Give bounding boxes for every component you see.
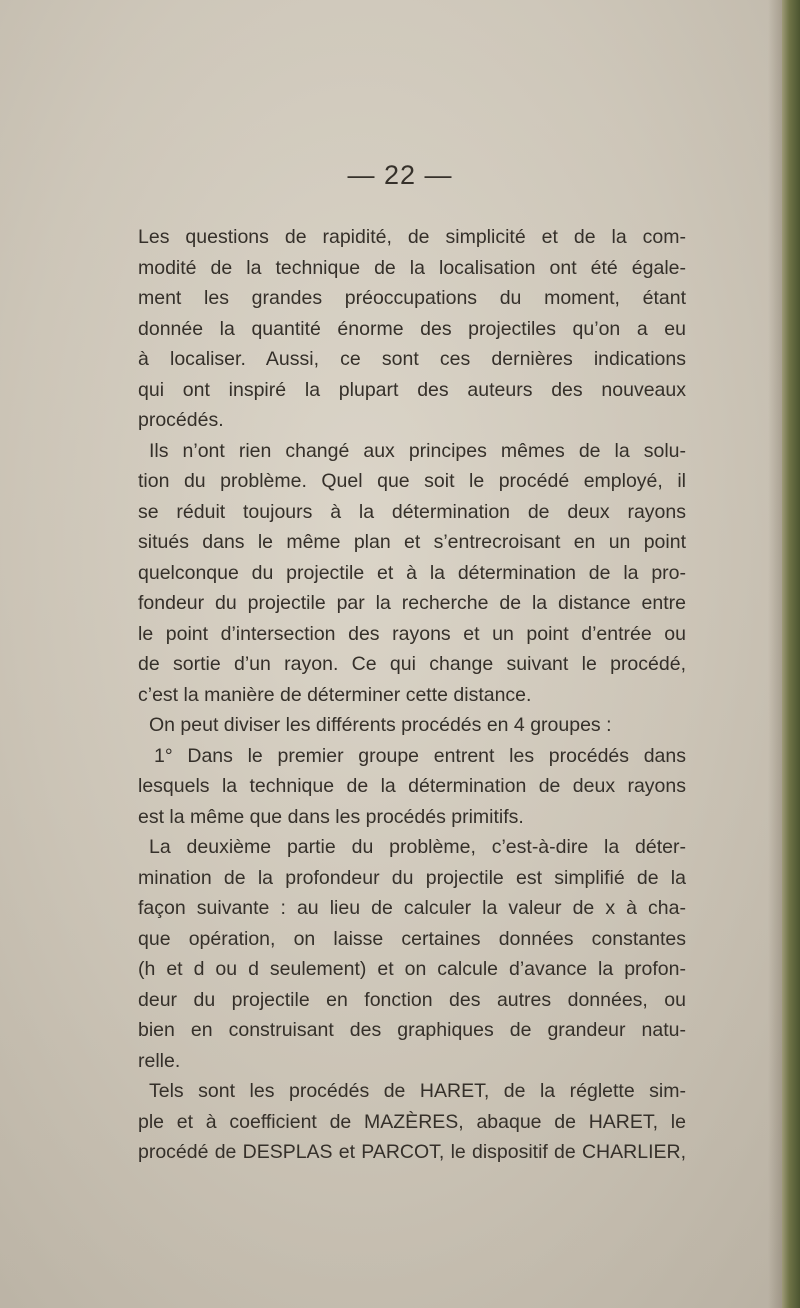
text-line: quelconque du projectile et à la détermination de la pro- <box>138 561 686 584</box>
text-line: tion du problème. Quel que soit le procédé employé, il <box>138 470 686 492</box>
text-line: 1° Dans le premier groupe entrent les procédés dans <box>154 744 686 767</box>
body-text <box>138 222 686 1168</box>
text-line: c’est la manière de déterminer cette distance. <box>138 683 532 706</box>
text-line: Ils n’ont rien changé aux principes mêmes de la solu- <box>149 439 686 462</box>
text-line: mination de la profondeur du projectile est simplifié de la <box>138 866 686 889</box>
binding-shadow <box>768 0 782 1308</box>
text-line: est la même que dans les procédés primitifs. <box>138 805 524 828</box>
text-line: On peut diviser les différents procédés en 4 groupes : <box>149 714 612 736</box>
text-line: donnée la quantité énorme des projectiles qu’on a eu <box>138 317 686 340</box>
text-line: le point d’intersection des rayons et un point d’entrée ou <box>138 622 686 645</box>
text-line: qui ont inspiré la plupart des auteurs des nouveaux <box>138 378 686 401</box>
text-line: fondeur du projectile par la recherche de la distance entre <box>138 592 686 614</box>
text-line: procédé de DESPLAS et PARCOT, le dispositif de CHARLIER, <box>138 1141 686 1163</box>
text-line: que opération, on laisse certaines données constantes <box>138 927 686 950</box>
text-line: ple et à coefficient de MAZÈRES, abaque de HARET, le <box>138 1110 686 1133</box>
text-line: deur du projectile en fonction des autres données, ou <box>138 988 686 1011</box>
text-line: (h et d ou d seulement) et on calcule d’avance la profon- <box>138 958 686 980</box>
text-line: situés dans le même plan et s’entrecroisant en un point <box>138 531 686 553</box>
text-line: La deuxième partie du problème, c’est-à-dire la déter- <box>149 836 686 858</box>
text-line: Les questions de rapidité, de simplicité et de la com- <box>138 226 686 248</box>
text-line: lesquels la technique de la détermination de deux rayons <box>138 775 686 797</box>
page-number: — 22 — <box>347 160 453 190</box>
text-line: modité de la technique de la localisation ont été égale- <box>138 256 686 279</box>
text-line: à localiser. Aussi, ce sont ces dernières indications <box>138 348 686 370</box>
text-line: ment les grandes préoccupations du moment, étant <box>138 287 686 309</box>
book-binding <box>782 0 800 1308</box>
text-line: se réduit toujours à la détermination de deux rayons <box>138 500 686 523</box>
text-line: de sortie d’un rayon. Ce qui change suivant le procédé, <box>138 653 686 675</box>
text-line: bien en construisant des graphiques de grandeur natu- <box>138 1019 686 1041</box>
text-line: façon suivante : au lieu de calculer la valeur de x à cha- <box>138 897 686 919</box>
text-line: Tels sont les procédés de HARET, de la réglette sim- <box>149 1080 686 1102</box>
text-line: procédés. <box>138 409 224 431</box>
text-line: relle. <box>138 1049 181 1072</box>
